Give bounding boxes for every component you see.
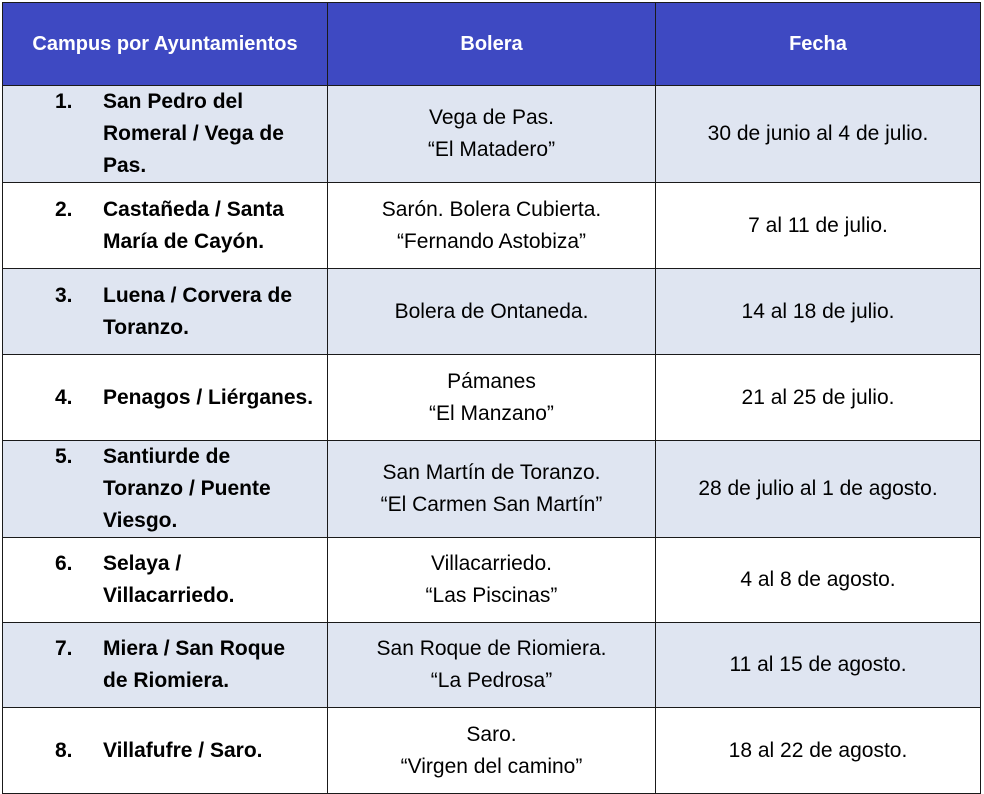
fecha-cell: 18 al 22 de agosto. [656,708,981,794]
table-row [3,623,981,708]
campus-cell [3,269,328,355]
fecha-cell: 21 al 25 de julio. [656,355,981,441]
campus-name-line: María de Cayón. [103,229,265,253]
campus-name-line: Toranzo. [103,315,189,339]
campus-cell [3,355,328,441]
campus-table [2,2,981,794]
table-body [3,86,981,794]
campus-name-line: Villafufre / Saro. [103,738,263,762]
campus-cell [3,708,328,794]
campus-name-line: Selaya / [103,552,182,575]
bolera-cell [328,86,656,183]
campus-entry [3,441,327,537]
bolera-line: “La Pedrosa” [430,669,553,692]
table-row [3,183,981,269]
bolera-cell [328,355,656,441]
campus-entry [3,735,327,767]
campus-name [103,280,319,344]
bolera-line: San Roque de Riomiera. [376,637,607,660]
bolera-cell [328,708,656,794]
bolera-line: “El Matadero” [427,138,556,161]
campus-name [103,86,319,182]
bolera-line: Bolera de Ontaneda. [394,299,589,323]
bolera-cell [328,269,656,355]
campus-name [103,194,319,258]
bolera-line: “El Carmen San Martín” [380,493,603,516]
table-row [3,269,981,355]
campus-name-line: Penagos / Liérganes. [103,385,314,409]
bolera-cell [328,441,656,538]
campus-number: 5. [55,445,73,468]
campus-cell [3,441,328,538]
campus-name-line: Castañeda / Santa [103,197,284,221]
bolera-line: “Virgen del camino” [400,754,583,778]
campus-cell [3,623,328,708]
campus-name-line: Romeral / Vega de [103,122,284,145]
campus-name-line: Santiurde de [103,445,231,468]
fecha-cell: 4 al 8 de agosto. [656,538,981,623]
campus-name [103,441,319,537]
campus-entry [3,382,327,414]
fecha-cell: 14 al 18 de julio. [656,269,981,355]
bolera-line: Pámanes [447,369,536,393]
fecha-cell: 28 de julio al 1 de agosto. [656,441,981,538]
campus-entry [3,86,327,182]
campus-number: 1. [55,90,73,113]
table-row [3,441,981,538]
bolera-line: “Fernando Astobiza” [396,229,587,253]
campus-number: 7. [55,637,73,660]
bolera-cell [328,623,656,708]
table-row [3,355,981,441]
fecha-cell: 30 de junio al 4 de julio. [656,86,981,183]
header-campus: Campus por Ayuntamientos [3,3,328,86]
bolera-line: Villacarriedo. [430,552,552,575]
campus-name [103,633,319,697]
campus-cell [3,538,328,623]
table-row [3,86,981,183]
campus-cell [3,183,328,269]
campus-name-line: Viesgo. [103,509,178,532]
fecha-cell: 7 al 11 de julio. [656,183,981,269]
bolera-line: “El Manzano” [429,401,554,425]
table-row [3,538,981,623]
bolera-line: Vega de Pas. [429,106,554,129]
campus-name [103,548,319,612]
campus-entry [3,548,327,612]
bolera-line: “Las Piscinas” [425,584,558,607]
campus-name-line: Miera / San Roque [103,637,286,660]
campus-number: 8. [55,738,73,762]
campus-name [103,735,319,767]
campus-number: 4. [55,385,73,409]
campus-name-line: Pas. [103,154,147,177]
campus-number: 6. [55,552,73,575]
header-bolera: Bolera [328,3,656,86]
bolera-cell [328,183,656,269]
table-header [3,3,981,86]
fecha-cell: 11 al 15 de agosto. [656,623,981,708]
campus-name-line: Luena / Corvera de [103,283,293,307]
bolera-line: San Martín de Toranzo. [382,461,601,484]
bolera-line: Saro. [466,722,517,746]
campus-entry [3,280,327,344]
campus-name-line: Toranzo / Puente [103,477,271,500]
campus-cell [3,86,328,183]
campus-number: 2. [55,197,73,221]
campus-number: 3. [55,283,73,307]
campus-name-line: Villacarriedo. [103,584,235,607]
header-row [3,3,981,86]
bolera-line: Sarón. Bolera Cubierta. [381,197,602,221]
table-row [3,708,981,794]
campus-entry [3,194,327,258]
header-fecha: Fecha [656,3,981,86]
campus-entry [3,633,327,697]
campus-name-line: de Riomiera. [103,669,230,692]
campus-name-line: San Pedro del [103,90,244,113]
bolera-cell [328,538,656,623]
campus-name [103,382,319,414]
